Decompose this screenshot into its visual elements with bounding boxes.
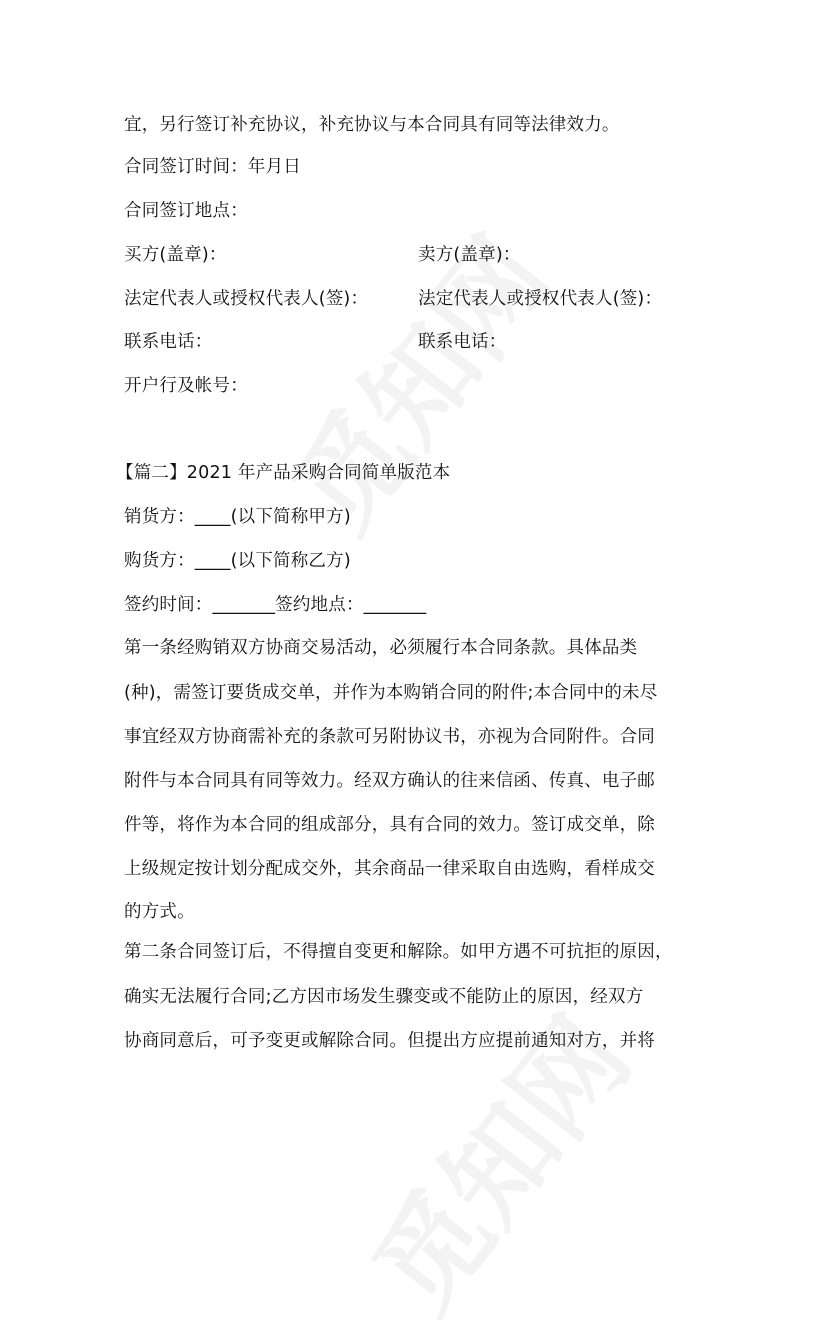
buyer-rep: 法定代表人或授权代表人(签)： [124,289,369,309]
article1-line: (种)，需签订要货成交单，并作为本购销合同的附件;本合同中的未尽 [124,683,658,703]
seller-party: 销货方：____(以下简称甲方) [124,507,351,527]
section-title: 【篇二】2021 年产品采购合同简单版范本 [116,463,451,483]
seller-rep: 法定代表人或授权代表人(签)： [418,289,663,309]
sign-place: 合同签订地点： [124,201,248,221]
article1-line: 第一条经购销双方协商交易活动，必须履行本合同条款。具体品类 [124,638,638,658]
seller-phone: 联系电话： [418,332,507,352]
article2-line: 协商同意后，可予变更或解除合同。但提出方应提前通知对方，并将 [124,1031,655,1051]
article1-line: 上级规定按计划分配成交外，其余商品一律采取自由选购，看样成交 [124,859,655,879]
article1-line: 件等，将作为本合同的组成部分，具有合同的效力。签订成交单，除 [124,815,655,835]
bank-account: 开户行及帐号： [124,376,248,396]
text-line: 宜，另行签订补充协议，补充协议与本合同具有同等法律效力。 [124,115,620,135]
sign-info: 签约时间：_______签约地点：_______ [124,595,427,615]
sign-time: 合同签订时间：年月日 [124,157,301,177]
article1-line: 的方式。 [124,902,195,922]
buyer-party: 购货方：____(以下简称乙方) [124,551,351,571]
article1-line: 附件与本合同具有同等效力。经双方确认的往来信函、传真、电子邮 [124,771,655,791]
seller-seal: 卖方(盖章)： [418,245,521,265]
article2-line: 确实无法履行合同;乙方因市场发生骤变或不能防止的原因，经双方 [124,987,644,1007]
buyer-seal: 买方(盖章)： [124,245,227,265]
article1-line: 事宜经双方协商需补充的条款可另附协议书，亦视为合同附件。合同 [124,727,655,747]
article2-line: 第二条合同签订后，不得擅自变更和解除。如甲方遇不可抗拒的原因， [124,942,673,962]
buyer-phone: 联系电话： [124,332,213,352]
